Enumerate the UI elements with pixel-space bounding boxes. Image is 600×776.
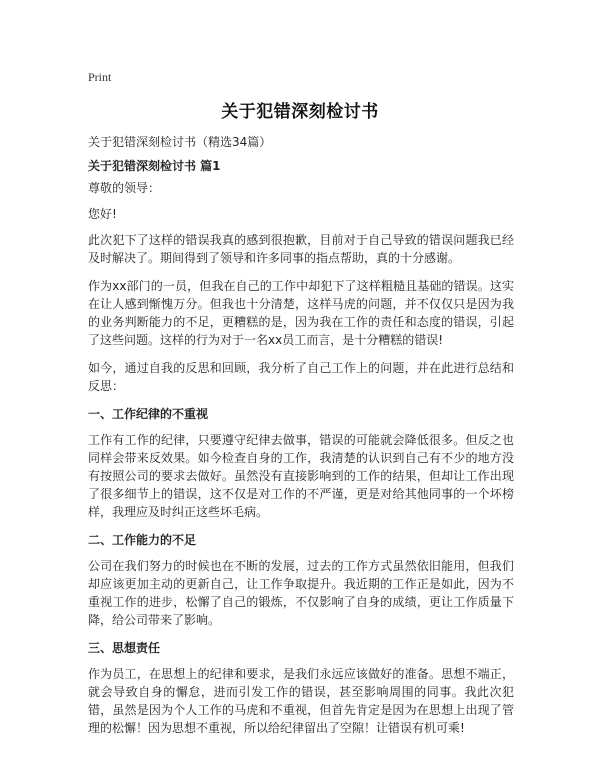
section-body-discipline: 工作有工作的纪律，只要遵守纪律去做事，错误的可能就会降低很多。但反之也同样会带来反效果。如今检查自身的工作，我清楚的认识到自己有不少的地方没有按照公司的要求去做好。虽然没有直接影响到的工作的结果，但却让工作出现了很多细节上的错误，这不仅是对工作的不严谨，更是对给其他同事的一个坏榜样，我理应及时纠正这些坏毛病。 — [88, 433, 514, 519]
document-subtitle: 关于犯错深刻检讨书（精选34篇） — [88, 135, 272, 149]
section-heading-responsibility: 三、思想责任 — [88, 641, 161, 655]
intro-paragraph: 此次犯下了这样的错误我真的感到很抱歉，目前对于自己导致的错误问题我已经及时解决了。期间得到了领导和许多同事的指点帮助，真的十分感谢。 — [88, 233, 514, 265]
page-title: 关于犯错深刻检讨书 — [221, 102, 379, 122]
section-heading-ability: 二、工作能力的不足 — [88, 533, 197, 547]
intro-paragraph: 如今，通过自我的反思和回顾，我分析了自己工作上的问题，并在此进行总结和反思： — [88, 361, 514, 393]
intro-paragraph: 作为xx部门的一员，但我在自己的工作中却犯下了这样粗糙且基础的错误。这实在让人感到惭愧万分。但我也十分清楚，这样马虎的问题，并不仅仅只是因为我的业务判断能力的不足，更糟糕的是，因为我在工作的责任和态度的错误，引起了这些问题。这样的行为对于一名xx员工而言，是十分糟糕的错误! — [88, 279, 514, 347]
print-link[interactable]: Print — [88, 70, 112, 84]
section-body-ability: 公司在我们努力的时候也在不断的发展，过去的工作方式虽然依旧能用，但我们却应该更加主动的更新自己，让工作争取提升。我近期的工作正是如此，因为不重视工作的进步，松懈了自己的锻炼，不仅影响了自身的成绩，更让工作质量下降，给公司带来了影响。 — [88, 559, 514, 627]
hello-line: 您好! — [88, 207, 117, 221]
greeting: 尊敬的领导： — [88, 181, 161, 195]
article-heading: 关于犯错深刻检讨书 篇1 — [88, 159, 221, 173]
document-body — [88, 133, 514, 747]
section-heading-discipline: 一、工作纪律的不重视 — [88, 407, 209, 421]
section-body-responsibility: 作为员工，在思想上的纪律和要求，是我们永远应该做好的准备。思想不端正，就会导致自身的懈怠，进而引发工作的错误，甚至影响周围的同事。我此次犯错，虽然是因为个人工作的马虎和不重视，但首先肯定是因为在思想上出现了管理的松懈！因为思想不重视，所以给纪律留出了空隙！让错误有机可乘! — [88, 667, 514, 735]
